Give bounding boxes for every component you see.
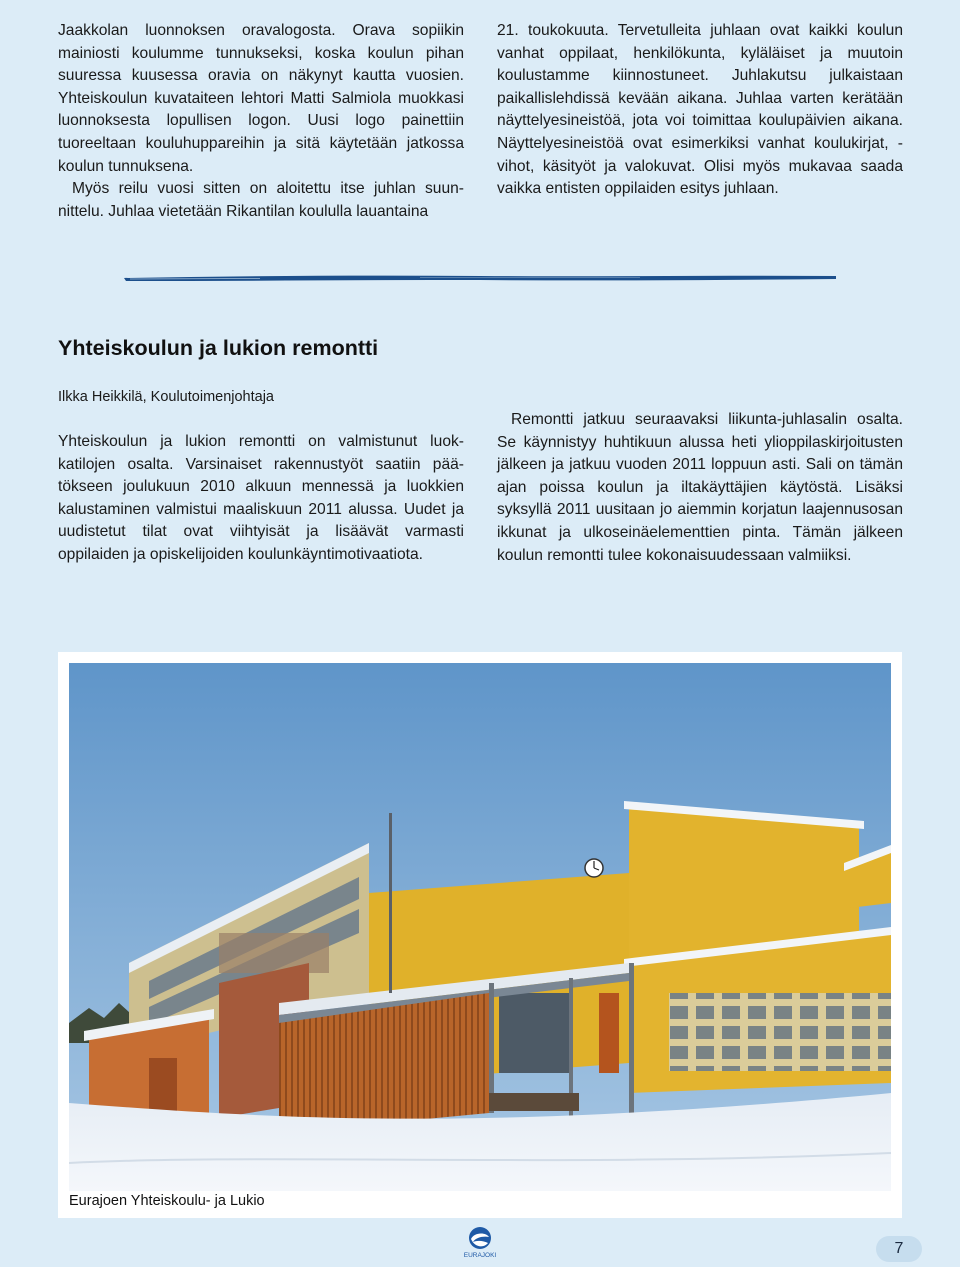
article-heading: Yhteiskoulun ja lukion remontti — [58, 336, 379, 360]
article2-right-column — [497, 409, 903, 567]
photo-caption: Eurajoen Yhteiskoulu- ja Lukio — [69, 1193, 265, 1209]
school-building-photo — [69, 663, 891, 1191]
svg-text:EURAJOKI: EURAJOKI — [463, 1252, 497, 1259]
article2-left-column — [58, 431, 464, 567]
brush-divider — [120, 268, 840, 288]
article2-paragraph: Remontti jatkuu seuraavaksi liikunta-juhlasalin osalta. Se käynnistyy huhtikuun alussa heti ylioppilaskirjoitusten jälkeen ja jatkuu vuoden 2011 loppuun asti. Sali on tämän ajan poissa koulun ja iltakäyttäjien käytöstä. Lisäksi syksyllä 2011 uusitaan jo aiemmin korjatun laajennusosan ikkunat ja ulkoseinäelementtien pinta. Tämän jälkeen koulun remontti tulee kokonaisuudessaan valmiiksi. — [497, 411, 903, 564]
article1-paragraph: Jaakkolan luonnoksen oravalogosta. Orava sopiikin mainiosti koulumme tunnukseksi, koska koulun pihan suuressa kuusessa oravia on näkynyt kautta vuosien. Yhteiskoulun kuvataiteen lehtori Matti Salmiola muokkasi luonnoksesta lopullisen logon. Uusi logo painettiin tuoreeltaan kouluhuppareihin ja sitä käytetään jatkossa koulun tunnuksena. — [58, 22, 464, 175]
article1-right-column — [497, 20, 903, 201]
photo-frame — [58, 652, 902, 1218]
eurajoki-logo — [458, 1224, 502, 1264]
article2-paragraph: Yhteiskoulun ja lukion remontti on valmistunut luokkatilojen osalta. Varsinaiset rakennustyöt saatiin päätökseen joulukuun 2010 alkuun mennessä ja luokkien kalustaminen valmistui maaliskuun 2011 alussa. Uudet ja uudistetut tilat ovat viihtyisät ja lisäävät varmasti oppilaiden ja opiskelijoiden koulunkäyntimotivaatiota. — [58, 433, 464, 563]
article-author: Ilkka Heikkilä, Koulutoimenjohtaja — [58, 389, 274, 405]
article1-paragraph: 21. toukokuuta. Tervetulleita juhlaan ovat kaikki koulun vanhat oppilaat, henkilökunta, kyläläiset ja muutoin koulustamme kiinnostuneet. Juhlakutsu julkaistaan paikallislehdissä kevään aikana. Juhlaa varten kerätään näyttelyesineistöä, jota voi toimittaa koulupäivien aikana. Näyttelyesineistöä ovat esimerkiksi vanhat koulukirjat, -vihot, käsityöt ja valokuvat. Olisi myös mukavaa saada vaikka entisten oppilaiden esitys juhlaan. — [497, 22, 903, 198]
article1-left-column — [58, 20, 464, 223]
page-number: 7 — [876, 1236, 922, 1262]
article1-paragraph: Myös reilu vuosi sitten on aloitettu itse juhlan suunnittelu. Juhlaa vietetään Rikantilan koululla lauantaina — [58, 180, 464, 220]
